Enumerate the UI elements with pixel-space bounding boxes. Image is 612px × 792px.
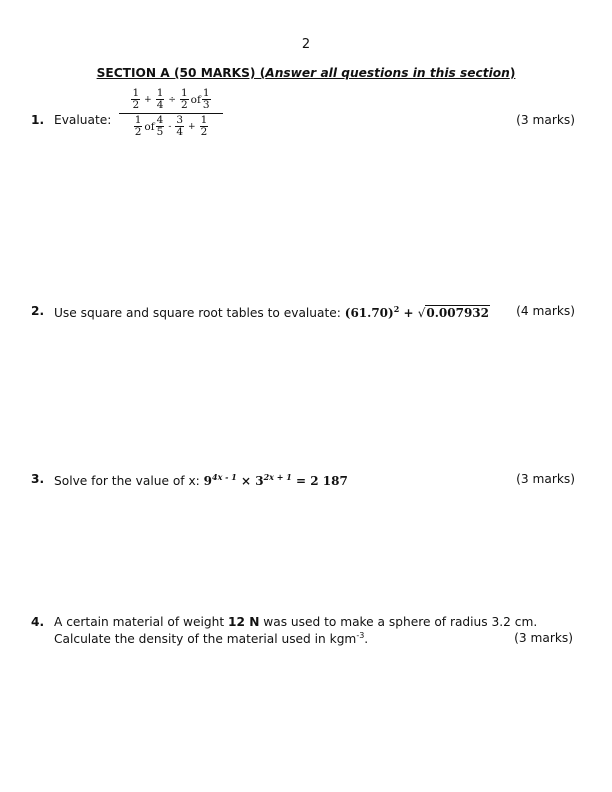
math-token: 2: [200, 126, 208, 138]
question-3-marks: (3 marks): [516, 472, 575, 486]
math-token: -: [168, 121, 172, 132]
question-4-marks: (3 marks): [514, 631, 573, 645]
math-token: ÷: [168, 94, 176, 105]
math-token: 9: [203, 474, 213, 488]
expression-denominator: [131, 115, 212, 138]
math-token: ×: [241, 474, 252, 488]
math-token: 2: [180, 99, 188, 111]
section-heading: [0, 66, 612, 80]
math-token: 12 N: [227, 615, 260, 629]
section-close: ): [509, 66, 516, 80]
question-3-number: 3.: [31, 472, 45, 486]
math-token: Calculate the density of the material used in kgm: [54, 632, 357, 647]
math-token: 2: [393, 304, 400, 314]
math-token: .: [364, 632, 369, 647]
math-token: 4: [156, 114, 164, 126]
square-root: [418, 306, 490, 320]
math-token: 0.007932: [426, 306, 489, 320]
math-token: +: [403, 306, 414, 320]
math-token: 4x - 1: [212, 472, 237, 482]
math-token: 1: [200, 114, 208, 126]
question-1-marks: (3 marks): [516, 113, 575, 127]
math-token: (61.70): [344, 306, 394, 320]
section-instruction: Answer all questions in this section: [265, 66, 510, 80]
math-token: 3: [202, 99, 210, 111]
question-2-marks: (4 marks): [516, 304, 575, 318]
math-token: 1: [132, 87, 140, 99]
section-title: SECTION A (50 MARKS) (: [96, 66, 266, 80]
math-token: 4: [176, 126, 184, 138]
question-4-number: 4.: [31, 615, 45, 629]
expression-numerator: [128, 88, 213, 111]
question-2-number: 2.: [31, 304, 45, 318]
math-token: +: [188, 121, 196, 132]
math-token: +: [144, 94, 152, 105]
math-token: Use square and square root tables to evaluate:: [54, 306, 341, 320]
math-token: 5: [156, 126, 164, 138]
question-4-line1: [54, 615, 537, 629]
math-token: 3: [176, 114, 184, 126]
math-token: 1: [156, 87, 164, 99]
math-token: 2x + 1: [263, 472, 292, 482]
question-3-text: [54, 472, 348, 488]
question-4-line2: [54, 631, 368, 646]
question-2-text: [54, 304, 490, 320]
math-token: 2: [134, 126, 142, 138]
math-token: 1: [134, 114, 142, 126]
question-1-expression: [119, 88, 223, 138]
math-token: was used to make a sphere of radius 3.2 cm.: [259, 615, 538, 629]
math-token: 4: [156, 99, 164, 111]
question-1-text: Evaluate:: [54, 113, 112, 127]
math-token: 3: [255, 474, 264, 488]
math-token: Solve for the value of x:: [54, 474, 200, 488]
page-number: 2: [301, 37, 311, 52]
math-token: of: [144, 120, 155, 133]
math-token: -3: [356, 631, 365, 640]
math-token: 1: [180, 87, 188, 99]
math-token: 2: [132, 99, 140, 111]
math-token: = 2 187: [295, 474, 348, 488]
math-token: A certain material of weight: [54, 615, 228, 629]
math-token: of: [190, 93, 201, 106]
question-1-number: 1.: [31, 113, 45, 127]
math-token: √: [417, 306, 426, 320]
math-token: 1: [202, 87, 210, 99]
